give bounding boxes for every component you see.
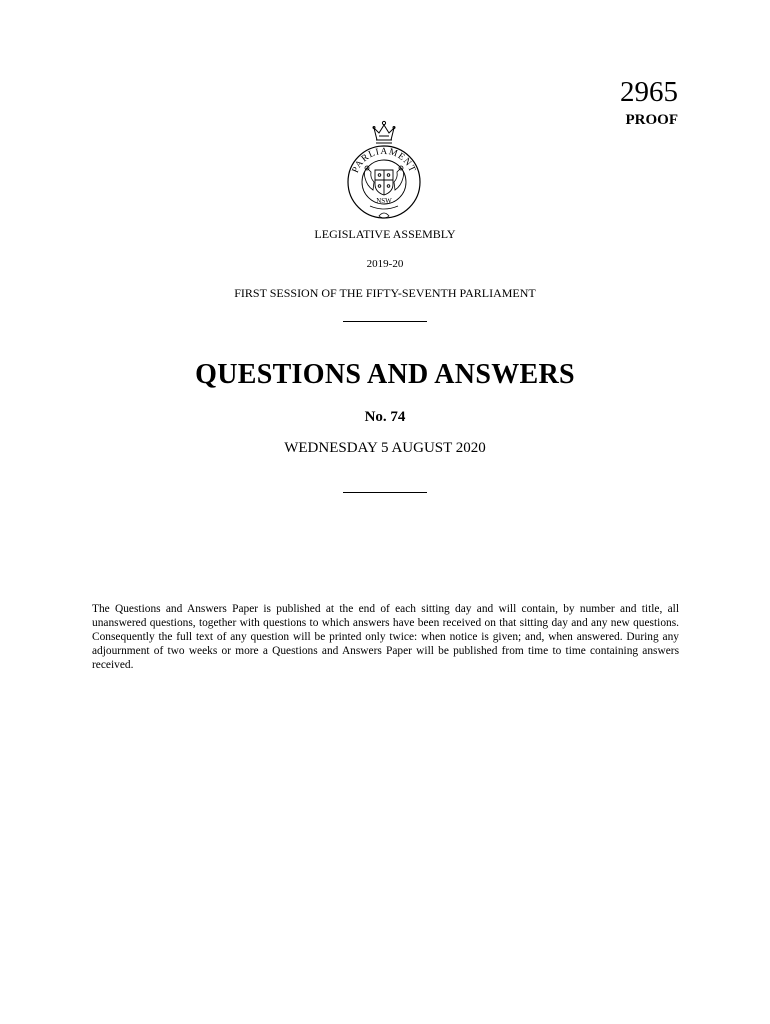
crest-arc-text: PARLIAMENT xyxy=(350,146,418,175)
divider xyxy=(343,321,427,322)
crown-icon xyxy=(373,121,395,143)
issue-number: No. 74 xyxy=(364,409,406,425)
proof-label: PROOF xyxy=(625,112,678,128)
session-years: 2019-20 xyxy=(366,258,404,270)
page-number: 2965 xyxy=(620,76,678,108)
document-title: QUESTIONS AND ANSWERS xyxy=(195,359,575,390)
session-title: FIRST SESSION OF THE FIFTY-SEVENTH PARLIAMENT xyxy=(234,286,536,300)
intro-paragraph: The Questions and Answers Paper is published at the end of each sitting day and will contain, by number and title, all unanswered questions, together with questions to which answers have been received on that sitting day and any new questions. Consequently the full text of any question will be printed only twice: when notice is given; and, when answered. During any adjournment of two weeks or more a Questions and Answers Paper will be published from time to time containing answers received. xyxy=(92,603,679,671)
house-name: LEGISLATIVE ASSEMBLY xyxy=(314,227,456,241)
sitting-date: WEDNESDAY 5 AUGUST 2020 xyxy=(284,440,486,456)
divider xyxy=(343,492,427,493)
crest-base-text: NSW xyxy=(376,197,392,205)
parliament-crest-emblem xyxy=(343,120,425,220)
